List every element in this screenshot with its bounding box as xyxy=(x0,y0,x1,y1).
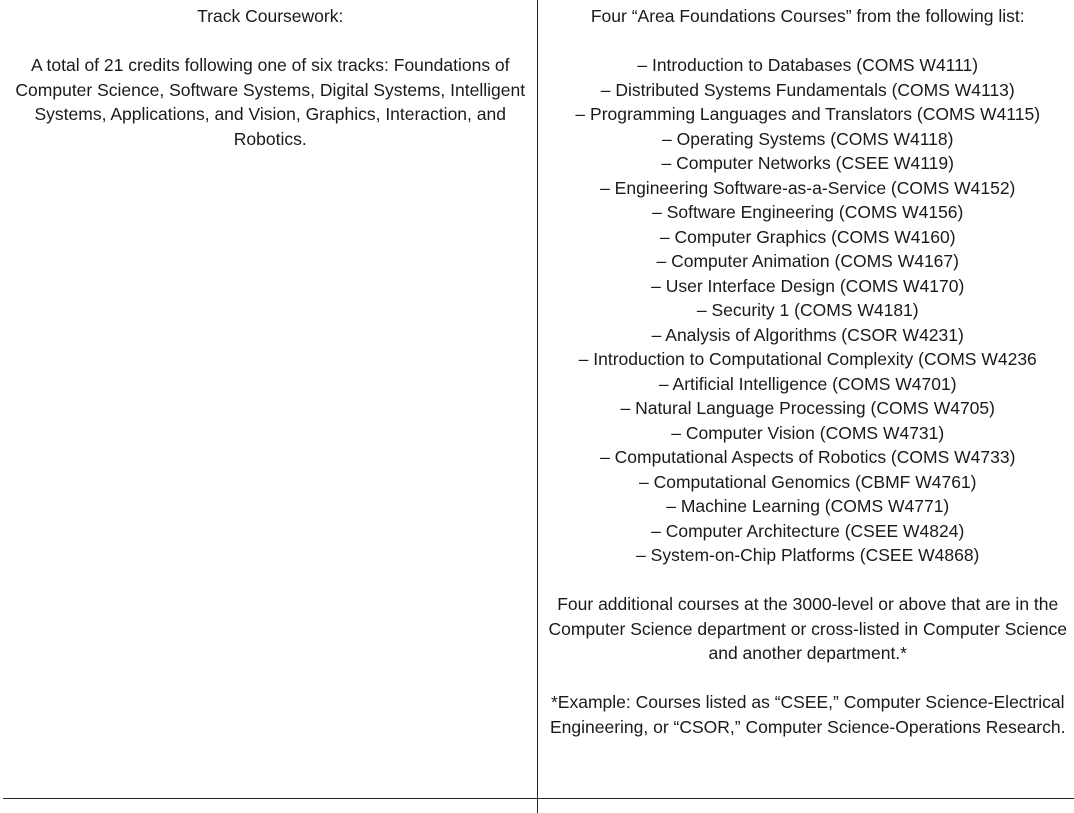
list-item: – Software Engineering (COMS W4156) xyxy=(652,202,964,222)
list-item: – Computational Aspects of Robotics (COMS W4733) xyxy=(600,447,1016,467)
requirements-table xyxy=(3,0,1074,813)
list-item: – Distributed Systems Fundamentals (COMS W4113) xyxy=(600,79,1015,100)
list-item: – Programming Languages and Translators (COMS W4115) xyxy=(575,104,1041,124)
list-item: – Computer Networks (CSEE W4119) xyxy=(661,153,954,173)
list-item: – Computer Graphics (COMS W4160) xyxy=(659,226,956,247)
list-item: – Introduction to Computational Complexity (COMS W4236 xyxy=(578,349,1037,369)
track-coursework-description: A total of 21 credits following one of six tracks: Foundations of Computer Science, Software Systems, Digital Systems, Intelligent Systems, Applications, and Vision, Graphics, Interaction, and Robotics. xyxy=(15,55,526,149)
list-item: – Engineering Software-as-a-Service (COMS W4152) xyxy=(600,177,1016,198)
empty-cell xyxy=(3,799,538,813)
track-coursework-cell xyxy=(3,0,538,799)
course-list xyxy=(541,53,1074,568)
list-item: – Natural Language Processing (COMS W4705) xyxy=(620,398,995,418)
list-item: – Computational Genomics (CBMF W4761) xyxy=(639,471,977,492)
list-item: – Computer Vision (COMS W4731) xyxy=(671,422,945,443)
table-row xyxy=(3,0,1074,799)
area-foundations-cell xyxy=(538,0,1074,799)
area-foundations-heading: Four “Area Foundations Courses” from the following list: xyxy=(590,6,1025,26)
list-item: – Artificial Intelligence (COMS W4701) xyxy=(658,373,957,394)
list-item: – Computer Architecture (CSEE W4824) xyxy=(651,520,965,541)
empty-cell xyxy=(538,799,1074,813)
table-row xyxy=(3,799,1074,813)
list-item: – System-on-Chip Platforms (CSEE W4868) xyxy=(636,545,980,565)
list-item: – User Interface Design (COMS W4170) xyxy=(651,275,965,296)
footnote: *Example: Courses listed as “CSEE,” Computer Science-Electrical Engineering, or “CSOR,” Computer Science-Operations Research. xyxy=(549,692,1066,737)
list-item: – Analysis of Algorithms (CSOR W4231) xyxy=(651,324,964,345)
list-item: – Security 1 (COMS W4181) xyxy=(696,300,919,320)
list-item: – Machine Learning (COMS W4771) xyxy=(666,496,950,516)
additional-courses-note: Four additional courses at the 3000-level or above that are in the Computer Science department or cross-listed in Computer Science and another department.* xyxy=(548,594,1067,663)
list-item: – Computer Animation (COMS W4167) xyxy=(656,251,959,271)
track-coursework-heading: Track Coursework: xyxy=(197,6,344,26)
list-item: – Operating Systems (COMS W4118) xyxy=(662,128,954,149)
list-item: – Introduction to Databases (COMS W4111) xyxy=(637,55,979,75)
